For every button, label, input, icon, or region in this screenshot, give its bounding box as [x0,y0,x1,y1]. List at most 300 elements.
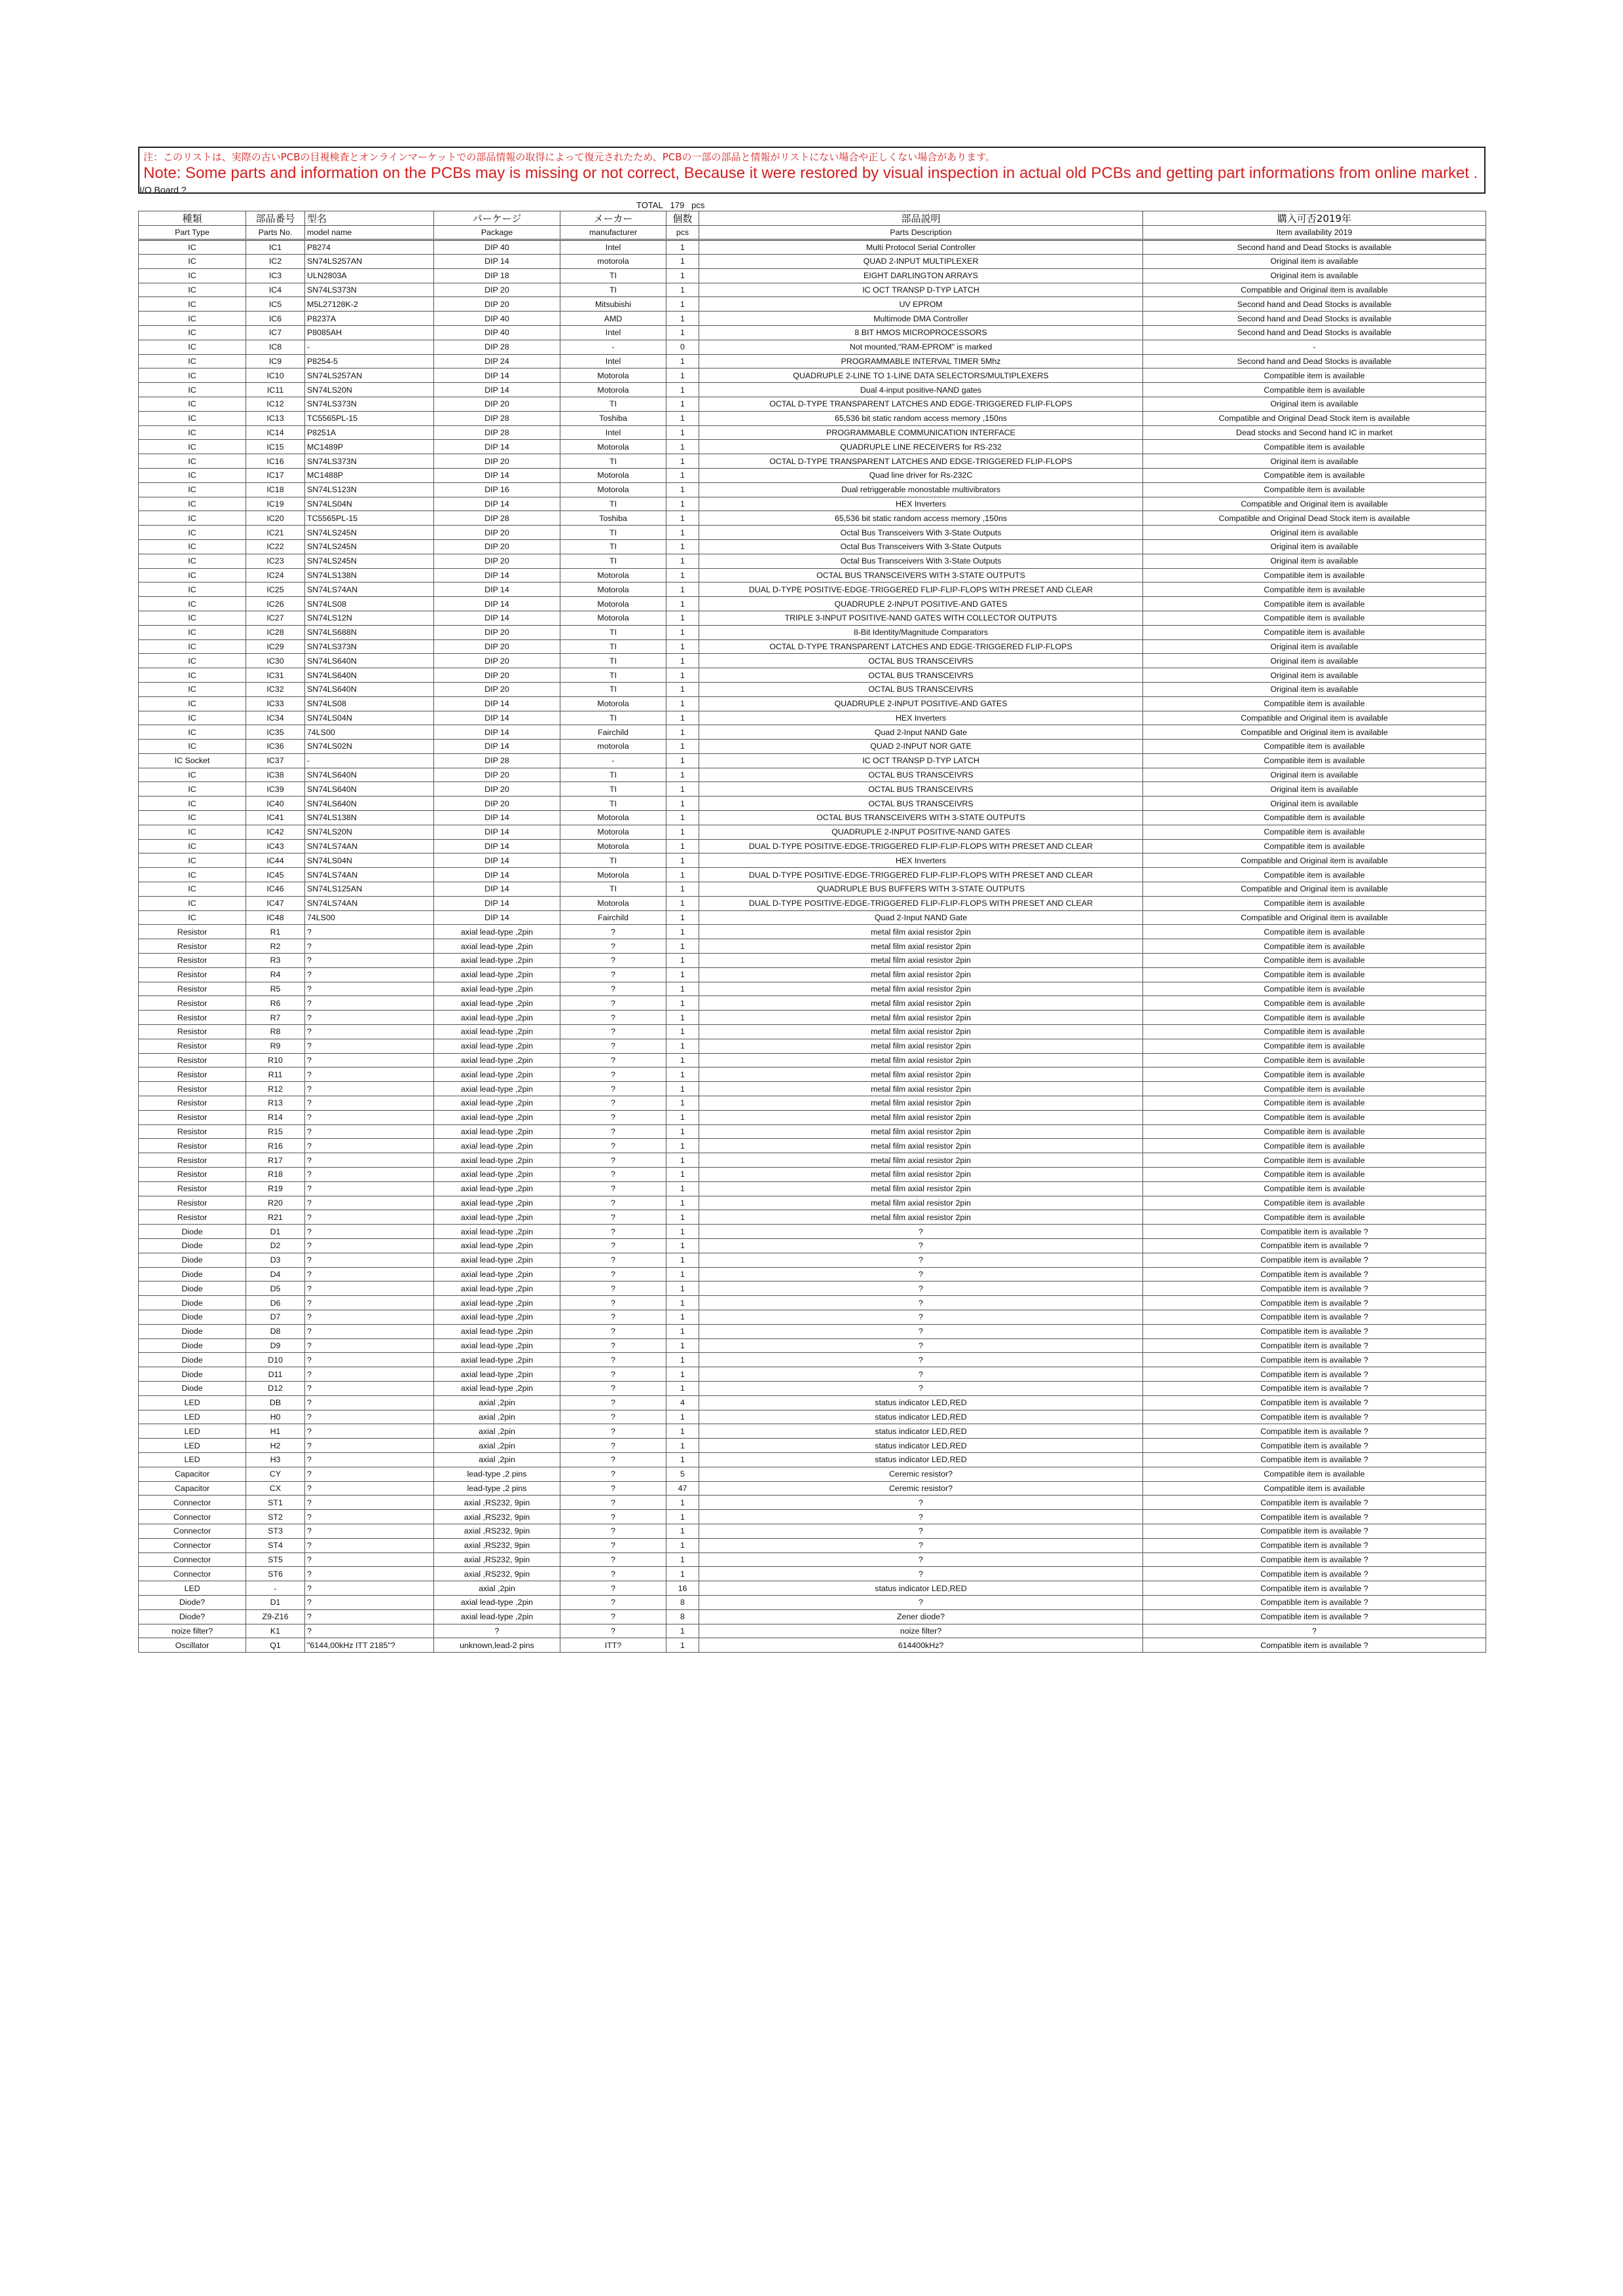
table-row [139,1168,1486,1182]
availability-cell: Second hand and Dead Stocks is available [1143,297,1486,312]
description-cell: OCTAL D-TYPE TRANSPARENT LATCHES AND EDGE-TRIGGERED FLIP-FLOPS [699,454,1143,469]
package-cell: DIP 20 [434,526,560,540]
model-name-cell: ? [305,1011,434,1025]
availability-cell: Compatible item is available [1143,440,1486,454]
manufacturer-cell: ? [560,1210,666,1225]
manufacturer-cell: Motorola [560,468,666,482]
description-cell: Quad 2-Input NAND Gate [699,910,1143,925]
part-type-cell: Capacitor [139,1481,246,1496]
availability-cell: Original item is available [1143,682,1486,696]
manufacturer-cell: Motorola [560,583,666,597]
package-cell: axial lead-type ,2pin [434,1039,560,1053]
manufacturer-cell: ? [560,1552,666,1567]
part-type-cell: Resistor [139,1139,246,1153]
table-row [139,725,1486,740]
part-type-cell: IC [139,268,246,283]
availability-cell: Compatible item is available [1143,967,1486,982]
package-cell: axial ,RS232, 9pin [434,1524,560,1538]
part-type-cell: Resistor [139,1096,246,1111]
part-number-cell: D8 [246,1324,305,1338]
description-cell: Not mounted,"RAM-EPROM" is marked [699,340,1143,354]
part-type-cell: IC [139,597,246,611]
part-type-cell: IC [139,625,246,639]
quantity-cell: 1 [666,1410,699,1424]
package-cell: DIP 14 [434,740,560,754]
part-number-cell: IC23 [246,554,305,568]
package-cell: axial lead-type ,2pin [434,1595,560,1609]
package-cell: axial lead-type ,2pin [434,1124,560,1139]
part-type-cell: Resistor [139,1168,246,1182]
availability-cell: Compatible item is available [1143,1011,1486,1025]
part-type-cell: Diode [139,1324,246,1338]
description-cell: OCTAL BUS TRANSCEIVRS [699,668,1143,683]
package-cell: DIP 20 [434,283,560,297]
model-name-cell: ? [305,1395,434,1410]
part-number-cell: IC27 [246,611,305,625]
package-cell: lead-type ,2 pins [434,1467,560,1481]
quantity-cell: 1 [666,1011,699,1025]
description-cell: Ceremic resistor? [699,1467,1143,1481]
manufacturer-cell: TI [560,654,666,668]
manufacturer-cell: Fairchild [560,725,666,740]
model-name-cell: 74LS00 [305,725,434,740]
quantity-cell: 1 [666,440,699,454]
part-number-cell: IC41 [246,811,305,825]
part-number-cell: IC36 [246,740,305,754]
model-name-cell: ? [305,1210,434,1225]
table-row [139,1467,1486,1481]
quantity-cell: 1 [666,868,699,882]
manufacturer-cell: ? [560,1538,666,1552]
manufacturer-cell: TI [560,711,666,725]
part-number-cell: IC6 [246,312,305,326]
manufacturer-cell: ? [560,1481,666,1496]
part-number-cell: IC45 [246,868,305,882]
package-cell: DIP 14 [434,611,560,625]
model-name-cell: ? [305,1424,434,1439]
table-row [139,1039,1486,1053]
description-cell: metal film axial resistor 2pin [699,954,1143,968]
manufacturer-cell: AMD [560,312,666,326]
package-cell: axial lead-type ,2pin [434,1324,560,1338]
model-name-cell: "6144,00kHz ITT 2185"? [305,1638,434,1653]
quantity-cell: 1 [666,1039,699,1053]
availability-cell: Compatible item is available [1143,1096,1486,1111]
quantity-cell: 1 [666,1096,699,1111]
part-type-cell: IC [139,868,246,882]
part-type-cell: Diode [139,1353,246,1367]
package-cell: DIP 28 [434,753,560,768]
part-type-cell: Connector [139,1552,246,1567]
model-name-cell: SN74LS04N [305,711,434,725]
description-cell: Dual retriggerable monostable multivibrators [699,482,1143,497]
part-number-cell: IC31 [246,668,305,683]
part-number-cell: IC21 [246,526,305,540]
manufacturer-cell: ? [560,1353,666,1367]
part-number-cell: H3 [246,1452,305,1467]
quantity-cell: 1 [666,1053,699,1067]
description-cell: metal film axial resistor 2pin [699,1082,1143,1096]
description-cell: Zener diode? [699,1609,1143,1624]
quantity-cell: 1 [666,597,699,611]
model-name-cell: ? [305,1624,434,1638]
part-type-cell: IC [139,639,246,654]
manufacturer-cell: Motorola [560,597,666,611]
description-cell: OCTAL BUS TRANSCEIVRS [699,797,1143,811]
model-name-cell: ? [305,1153,434,1168]
part-type-cell: IC [139,511,246,526]
part-type-cell: IC [139,283,246,297]
manufacturer-cell: ? [560,1124,666,1139]
package-cell: axial lead-type ,2pin [434,1153,560,1168]
manufacturer-cell: TI [560,782,666,797]
model-name-cell: ? [305,1238,434,1253]
availability-cell: Compatible item is available [1143,696,1486,711]
part-number-cell: K1 [246,1624,305,1638]
quantity-cell: 1 [666,468,699,482]
table-row [139,811,1486,825]
package-cell: DIP 14 [434,868,560,882]
table-row [139,583,1486,597]
part-type-cell: Resistor [139,1210,246,1225]
part-number-cell: IC24 [246,568,305,583]
part-number-cell: R21 [246,1210,305,1225]
part-type-cell: LED [139,1452,246,1467]
package-cell: DIP 14 [434,568,560,583]
package-cell: DIP 20 [434,539,560,554]
part-number-cell: R19 [246,1181,305,1196]
part-number-cell: R17 [246,1153,305,1168]
package-cell: axial lead-type ,2pin [434,1253,560,1267]
availability-cell: Compatible item is available ? [1143,1410,1486,1424]
model-name-cell: ? [305,1367,434,1382]
quantity-cell: 1 [666,383,699,397]
description-cell: metal film axial resistor 2pin [699,925,1143,939]
package-cell: DIP 14 [434,725,560,740]
part-type-cell: LED [139,1439,246,1453]
part-type-cell: Connector [139,1496,246,1510]
part-number-cell: R3 [246,954,305,968]
part-number-cell: CY [246,1467,305,1481]
availability-cell: Compatible item is available ? [1143,1225,1486,1239]
manufacturer-cell: Motorola [560,825,666,839]
model-name-cell: ? [305,1439,434,1453]
part-number-cell: D5 [246,1282,305,1296]
description-cell: ? [699,1338,1143,1353]
quantity-cell: 1 [666,397,699,411]
part-type-cell: Diode [139,1338,246,1353]
model-name-cell: P8085AH [305,325,434,340]
table-row [139,340,1486,354]
manufacturer-cell: Motorola [560,839,666,853]
manufacturer-cell: ? [560,1267,666,1282]
table-row [139,554,1486,568]
table-row [139,1067,1486,1082]
quantity-cell: 1 [666,768,699,782]
description-cell: QUADRUPLE 2-INPUT POSITIVE-AND GATES [699,696,1143,711]
part-number-cell: R16 [246,1139,305,1153]
table-row [139,611,1486,625]
package-cell: DIP 14 [434,255,560,269]
model-name-cell: P8274 [305,240,434,255]
package-cell: DIP 14 [434,910,560,925]
part-type-cell: Diode [139,1225,246,1239]
availability-cell: Compatible item is available ? [1143,1567,1486,1581]
table-row [139,853,1486,868]
header-cell: model name [305,226,434,240]
manufacturer-cell: motorola [560,740,666,754]
availability-cell: Original item is available [1143,797,1486,811]
table-row [139,511,1486,526]
part-type-cell: IC [139,383,246,397]
part-type-cell: IC [139,325,246,340]
part-type-cell: IC [139,312,246,326]
model-name-cell: SN74LS138N [305,568,434,583]
description-cell: Multi Protocol Serial Controller [699,240,1143,255]
model-name-cell: ? [305,1025,434,1039]
model-name-cell: ? [305,1267,434,1282]
package-cell: axial lead-type ,2pin [434,939,560,954]
part-number-cell: IC43 [246,839,305,853]
quantity-cell: 1 [666,268,699,283]
quantity-cell: 1 [666,1624,699,1638]
table-row [139,1452,1486,1467]
manufacturer-cell: TI [560,526,666,540]
model-name-cell: ? [305,1082,434,1096]
part-type-cell: IC [139,896,246,910]
manufacturer-cell: ? [560,1581,666,1596]
table-row [139,682,1486,696]
part-number-cell: D9 [246,1338,305,1353]
package-cell: axial ,2pin [434,1581,560,1596]
table-row [139,1624,1486,1638]
availability-cell: Compatible item is available [1143,896,1486,910]
part-number-cell: D1 [246,1225,305,1239]
availability-cell: Compatible item is available [1143,939,1486,954]
manufacturer-cell: ? [560,1524,666,1538]
part-type-cell: IC [139,782,246,797]
part-type-cell: Oscillator [139,1638,246,1653]
part-number-cell: ST5 [246,1552,305,1567]
header-cell: Parts Description [699,226,1143,240]
manufacturer-cell: Toshiba [560,511,666,526]
table-row [139,482,1486,497]
description-cell: ? [699,1324,1143,1338]
header-cell: Package [434,226,560,240]
table-row [139,1481,1486,1496]
model-name-cell: ? [305,1139,434,1153]
package-cell: axial lead-type ,2pin [434,1168,560,1182]
manufacturer-cell: ? [560,1238,666,1253]
package-cell: DIP 14 [434,853,560,868]
model-name-cell: MC1488P [305,468,434,482]
package-cell: axial ,RS232, 9pin [434,1510,560,1524]
header-row-japanese [139,211,1486,226]
description-cell: PROGRAMMABLE INTERVAL TIMER 5Mhz [699,354,1143,368]
quantity-cell: 1 [666,811,699,825]
description-cell: OCTAL D-TYPE TRANSPARENT LATCHES AND EDGE-TRIGGERED FLIP-FLOPS [699,639,1143,654]
manufacturer-cell: ? [560,1096,666,1111]
package-cell: axial lead-type ,2pin [434,1225,560,1239]
part-type-cell: IC [139,882,246,897]
part-type-cell: IC [139,539,246,554]
table-row [139,1025,1486,1039]
manufacturer-cell: ? [560,982,666,996]
part-type-cell: IC [139,839,246,853]
availability-cell: Compatible item is available ? [1143,1439,1486,1453]
part-number-cell: ST2 [246,1510,305,1524]
description-cell: QUAD 2-INPUT NOR GATE [699,740,1143,754]
availability-cell: Compatible item is available [1143,1181,1486,1196]
quantity-cell: 1 [666,297,699,312]
availability-cell: Second hand and Dead Stocks is available [1143,354,1486,368]
part-type-cell: Resistor [139,1181,246,1196]
total-value: 179 [670,200,685,210]
part-number-cell: IC3 [246,268,305,283]
package-cell: unknown,lead-2 pins [434,1638,560,1653]
availability-cell: Compatible and Original item is available [1143,283,1486,297]
part-number-cell: IC7 [246,325,305,340]
total-label: TOTAL [636,200,663,210]
model-name-cell: SN74LS640N [305,782,434,797]
part-type-cell: IC [139,853,246,868]
package-cell: axial ,2pin [434,1424,560,1439]
description-cell: metal film axial resistor 2pin [699,1096,1143,1111]
model-name-cell: ? [305,954,434,968]
table-row [139,639,1486,654]
part-type-cell: Resistor [139,939,246,954]
availability-cell: ? [1143,1624,1486,1638]
quantity-cell: 1 [666,255,699,269]
part-number-cell: R9 [246,1039,305,1053]
manufacturer-cell: Intel [560,325,666,340]
table-row [139,1225,1486,1239]
header-cell: pcs [666,226,699,240]
description-cell: metal film axial resistor 2pin [699,1139,1143,1153]
availability-cell: Compatible item is available ? [1143,1296,1486,1310]
manufacturer-cell: TI [560,454,666,469]
availability-cell: Compatible item is available ? [1143,1238,1486,1253]
table-row [139,825,1486,839]
quantity-cell: 5 [666,1467,699,1481]
model-name-cell: M5L27128K-2 [305,297,434,312]
table-row [139,925,1486,939]
model-name-cell: SN74LS123N [305,482,434,497]
quantity-cell: 1 [666,583,699,597]
manufacturer-cell: ? [560,1424,666,1439]
table-row [139,368,1486,383]
model-name-cell: ? [305,1452,434,1467]
quantity-cell: 1 [666,312,699,326]
availability-cell: Original item is available [1143,397,1486,411]
model-name-cell: SN74LS257AN [305,255,434,269]
part-type-cell: Diode [139,1253,246,1267]
model-name-cell: ? [305,1338,434,1353]
table-row [139,1096,1486,1111]
quantity-cell: 1 [666,1153,699,1168]
quantity-cell: 1 [666,283,699,297]
part-number-cell: IC5 [246,297,305,312]
part-type-cell: IC [139,554,246,568]
model-name-cell: SN74LS640N [305,654,434,668]
model-name-cell: SN74LS138N [305,811,434,825]
package-cell: axial ,RS232, 9pin [434,1567,560,1581]
quantity-cell: 1 [666,1124,699,1139]
description-cell: QUADRUPLE 2-INPUT POSITIVE-AND GATES [699,597,1143,611]
availability-cell: Compatible item is available ? [1143,1324,1486,1338]
table-row [139,868,1486,882]
part-number-cell: H1 [246,1424,305,1439]
table-row [139,768,1486,782]
availability-cell: Compatible item is available [1143,1139,1486,1153]
quantity-cell: 1 [666,982,699,996]
availability-cell: Compatible item is available ? [1143,1510,1486,1524]
quantity-cell: 1 [666,896,699,910]
model-name-cell: ? [305,939,434,954]
part-type-cell: Diode [139,1367,246,1382]
part-number-cell: IC46 [246,882,305,897]
model-name-cell: ? [305,1053,434,1067]
model-name-cell: ULN2803A [305,268,434,283]
model-name-cell: ? [305,996,434,1011]
availability-cell: Compatible item is available ? [1143,1496,1486,1510]
table-row [139,882,1486,897]
availability-cell: Compatible item is available ? [1143,1638,1486,1653]
part-type-cell: Capacitor [139,1467,246,1481]
part-type-cell: IC [139,568,246,583]
model-name-cell: P8254-5 [305,354,434,368]
availability-cell: Compatible item is available [1143,1168,1486,1182]
part-number-cell: D4 [246,1267,305,1282]
part-type-cell: noize filter? [139,1624,246,1638]
table-row [139,753,1486,768]
part-number-cell: IC44 [246,853,305,868]
part-number-cell: R4 [246,967,305,982]
model-name-cell: ? [305,1324,434,1338]
model-name-cell: ? [305,1196,434,1210]
model-name-cell: ? [305,1168,434,1182]
model-name-cell: SN74LS373N [305,639,434,654]
package-cell: axial ,RS232, 9pin [434,1496,560,1510]
availability-cell: Compatible item is available ? [1143,1282,1486,1296]
package-cell: axial lead-type ,2pin [434,1367,560,1382]
description-cell: ? [699,1510,1143,1524]
table-row [139,1153,1486,1168]
table-row [139,325,1486,340]
package-cell: DIP 14 [434,368,560,383]
description-cell: HEX Inverters [699,711,1143,725]
model-name-cell: ? [305,1410,434,1424]
table-row [139,1310,1486,1324]
availability-cell: Compatible item is available ? [1143,1552,1486,1567]
header-cell: 部品説明 [699,211,1143,226]
package-cell: DIP 14 [434,696,560,711]
part-type-cell: IC [139,725,246,740]
description-cell: metal film axial resistor 2pin [699,1210,1143,1225]
model-name-cell: P8237A [305,312,434,326]
manufacturer-cell: ? [560,1181,666,1196]
table-row [139,1524,1486,1538]
model-name-cell: SN74LS08 [305,597,434,611]
part-number-cell: IC10 [246,368,305,383]
table-row [139,255,1486,269]
description-cell: metal film axial resistor 2pin [699,1039,1143,1053]
manufacturer-cell: ? [560,1410,666,1424]
quantity-cell: 1 [666,1253,699,1267]
description-cell: metal film axial resistor 2pin [699,1153,1143,1168]
description-cell: Octal Bus Transceivers With 3-State Outputs [699,554,1143,568]
package-cell: DIP 20 [434,297,560,312]
